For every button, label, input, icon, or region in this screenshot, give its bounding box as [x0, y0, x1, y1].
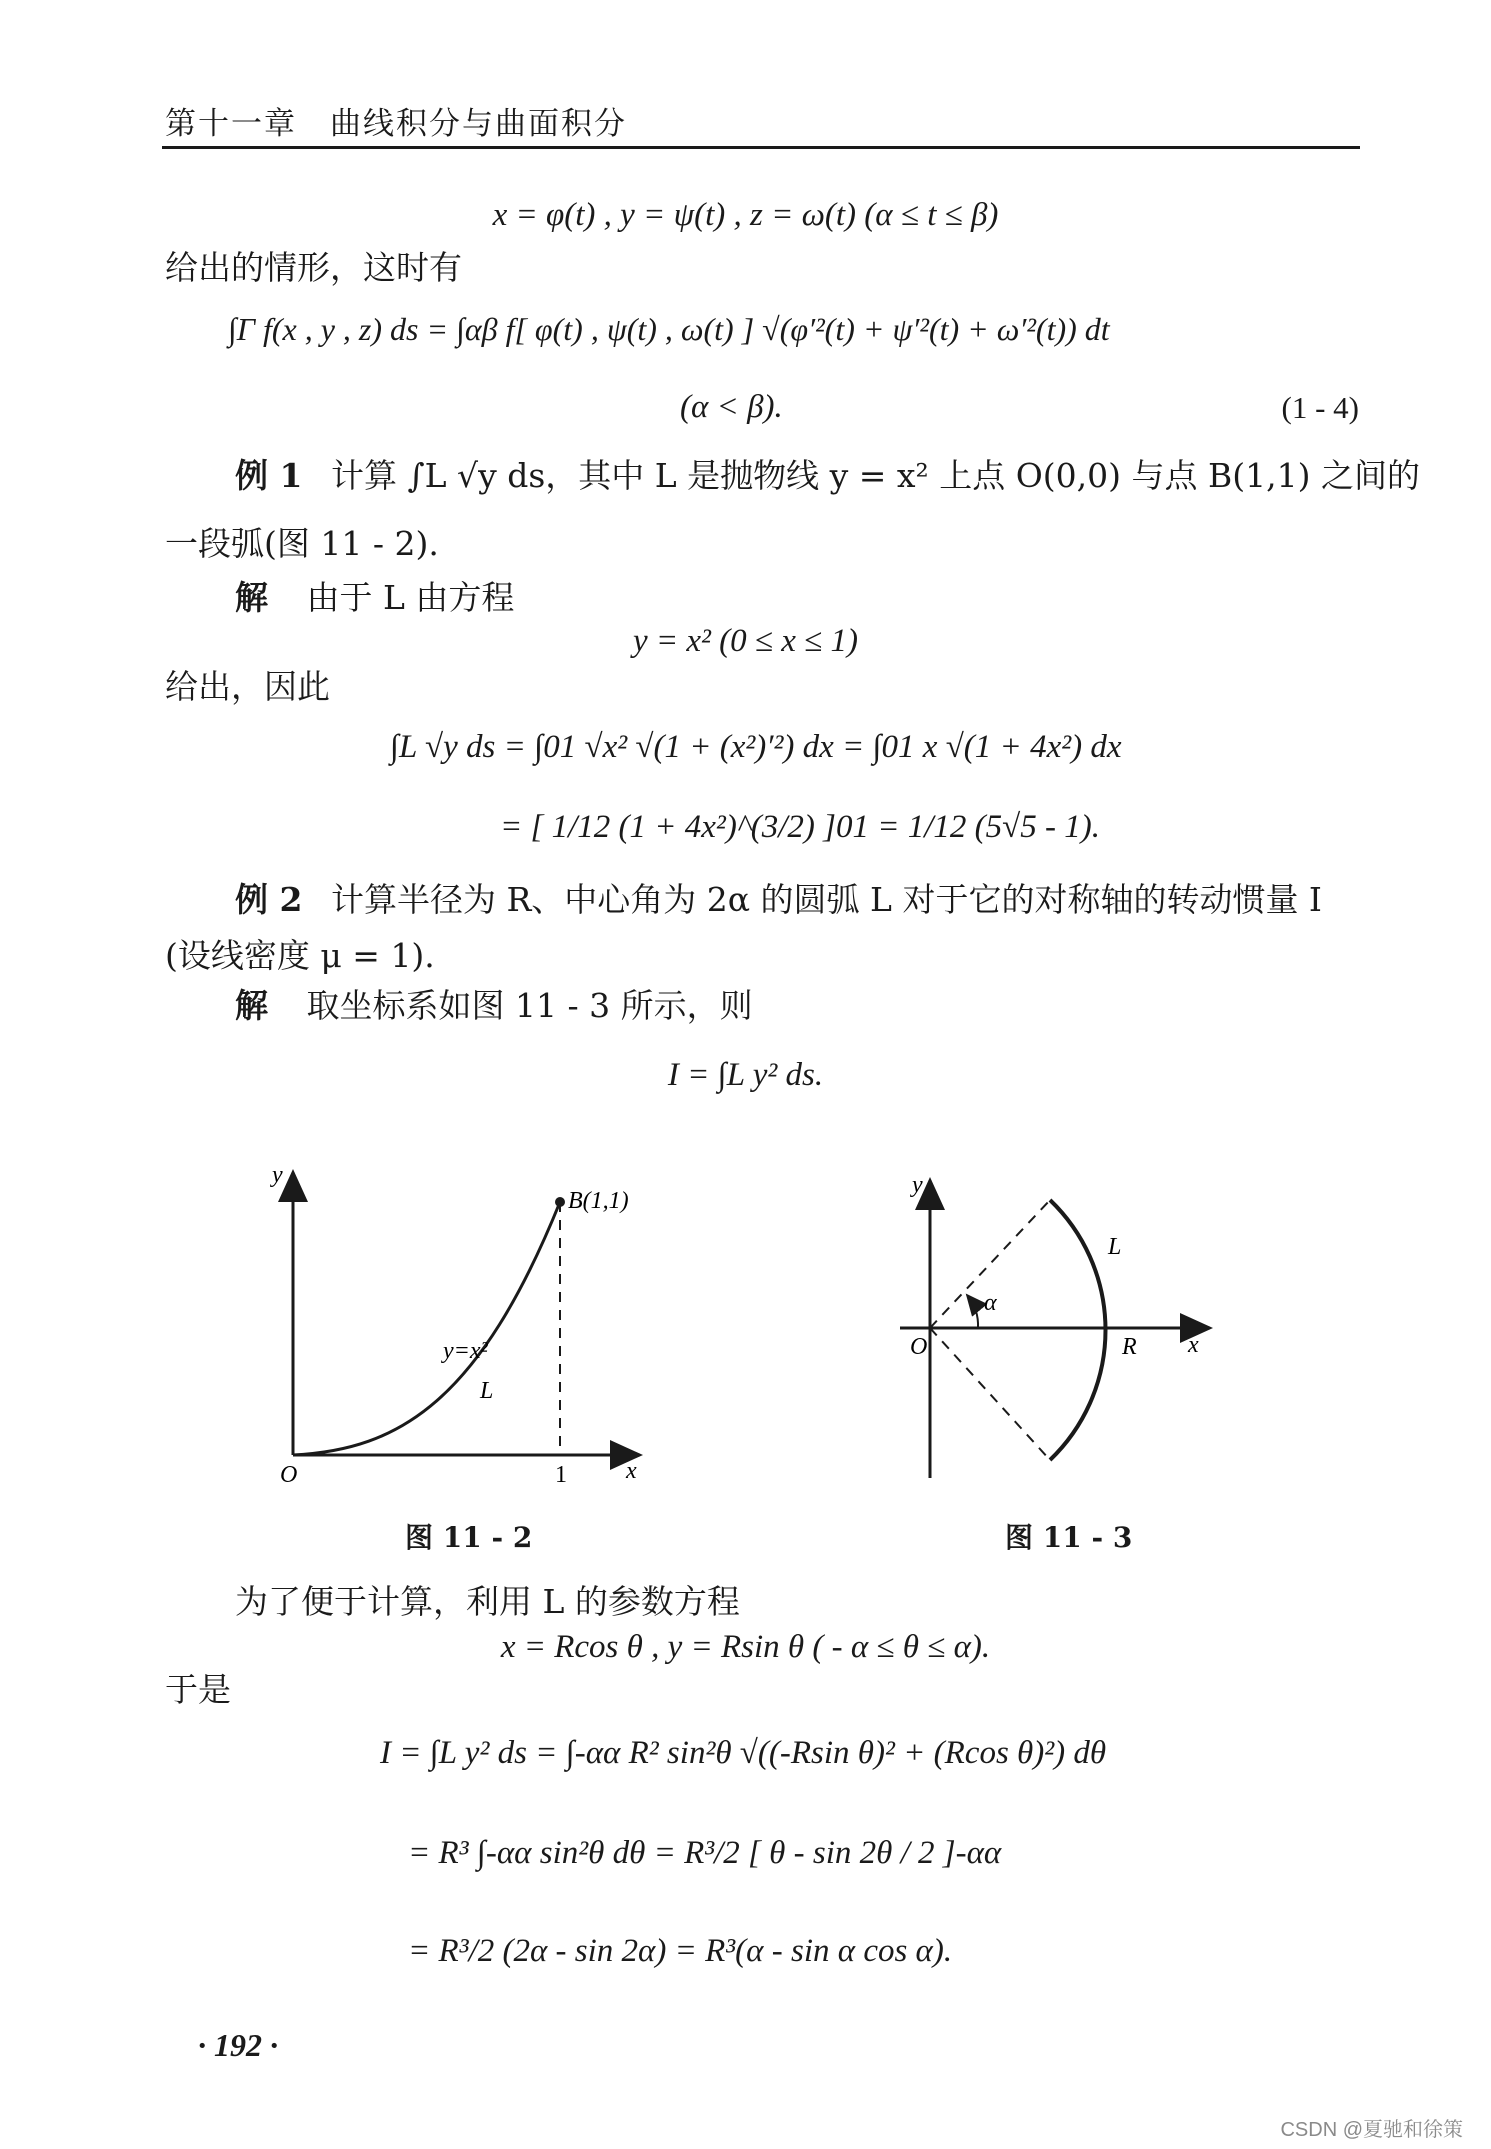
example-2-text-cont: (设线密度 μ = 1).	[165, 936, 435, 975]
param-eq: x = Rcos θ , y = Rsin θ ( - α ≤ θ ≤ α).	[500, 1629, 991, 1665]
fig1-point-b	[555, 1197, 565, 1207]
example-1-text-cont: 一段弧(图 11 - 2).	[165, 524, 439, 563]
example-1	[235, 456, 1420, 496]
example-2	[235, 880, 1322, 920]
solution-label: 解	[235, 578, 268, 617]
fig2-angle-arc	[967, 1295, 978, 1328]
fig2-dashed-lower	[930, 1328, 1050, 1460]
calc-2-line-2: = R³ ∫-αα sin²θ dθ = R³/2 [ θ - sin 2θ / 2 ]-αα	[408, 1835, 1002, 1871]
calc-2-line-1: I = ∫L y² ds = ∫-αα R² sin²θ √((-Rsin θ)² + (Rcos θ)²) dθ	[380, 1735, 1107, 1771]
fig2-arc	[1050, 1200, 1106, 1460]
fig2-label-o: O	[910, 1334, 928, 1360]
equation-I: I = ∫L y² ds.	[667, 1057, 824, 1093]
equation-y-x2: y = x² (0 ≤ x ≤ 1)	[632, 623, 859, 659]
page-number: · 192 ·	[198, 2027, 278, 2063]
fig2-label-alpha: α	[984, 1290, 997, 1316]
figure-11-3-caption: 图 11 - 3	[1005, 1521, 1133, 1554]
alpha-lt-beta: (α < β).	[680, 389, 783, 425]
example-1-label: 例 1	[235, 456, 303, 495]
fig1-label-x: x	[626, 1458, 637, 1484]
fig1-label-o: O	[280, 1462, 298, 1488]
figure-11-2	[260, 1160, 660, 1490]
fig1-label-1: 1	[555, 1462, 567, 1488]
solution-1-text: 由于 L 由方程	[306, 578, 515, 617]
fig1-label-curve: y=x²	[443, 1338, 488, 1364]
given-thus-text: 给出，因此	[165, 667, 330, 706]
figure-11-2-caption: 图 11 - 2	[405, 1521, 533, 1554]
solution-label-2: 解	[235, 986, 268, 1025]
solution-2-text: 取坐标系如图 11 - 3 所示，则	[306, 986, 753, 1025]
header-rule	[162, 146, 1360, 149]
watermark: CSDN @夏驰和徐策	[1280, 2119, 1463, 2141]
fig2-label-y: y	[912, 1172, 923, 1198]
fig1-label-l: L	[480, 1378, 494, 1404]
use-param-text: 为了便于计算，利用 L 的参数方程	[235, 1582, 740, 1621]
solution-2	[235, 986, 753, 1026]
calc-1-line-2: = [ 1/12 (1 + 4x²)^(3/2) ]01 = 1/12 (5√5 - 1).	[500, 809, 1100, 845]
calc-1-line-1: ∫L √y ds = ∫01 √x² √(1 + (x²)′²) dx = ∫01 x √(1 + 4x²) dx	[390, 729, 1122, 765]
given-case-text: 给出的情形，这时有	[165, 248, 462, 287]
equation-number: (1 - 4)	[1281, 390, 1359, 425]
fig2-label-x: x	[1188, 1332, 1199, 1358]
param-curve-eq: x = φ(t) , y = ψ(t) , z = ω(t) (α ≤ t ≤ β)	[492, 197, 999, 233]
figure-11-3	[890, 1170, 1230, 1490]
example-2-text: 计算半径为 R、中心角为 2α 的圆弧 L 对于它的对称轴的转动惯量 I	[330, 880, 1322, 919]
calc-2-line-3: = R³/2 (2α - sin 2α) = R³(α - sin α cos α).	[408, 1933, 953, 1969]
thus-text: 于是	[165, 1670, 231, 1709]
fig1-label-b: B(1,1)	[568, 1188, 629, 1214]
example-1-text: 计算 ∫L √y ds，其中 L 是抛物线 y = x² 上点 O(0,0) 与点 B(1,1) 之间的	[330, 456, 1420, 495]
formula-1-4: ∫Γ f(x , y , z) ds = ∫αβ f[ φ(t) , ψ(t) , ω(t) ] √(φ′²(t) + ψ′²(t) + ω′²(t)) dt	[228, 311, 1110, 347]
fig1-parabola	[293, 1202, 560, 1455]
chapter-header: 第十一章 曲线积分与曲面积分	[165, 106, 627, 142]
solution-1	[235, 578, 514, 618]
fig2-label-l: L	[1108, 1234, 1122, 1260]
fig2-label-r: R	[1122, 1334, 1137, 1360]
example-2-label: 例 2	[235, 880, 303, 919]
fig1-label-y: y	[272, 1162, 283, 1188]
